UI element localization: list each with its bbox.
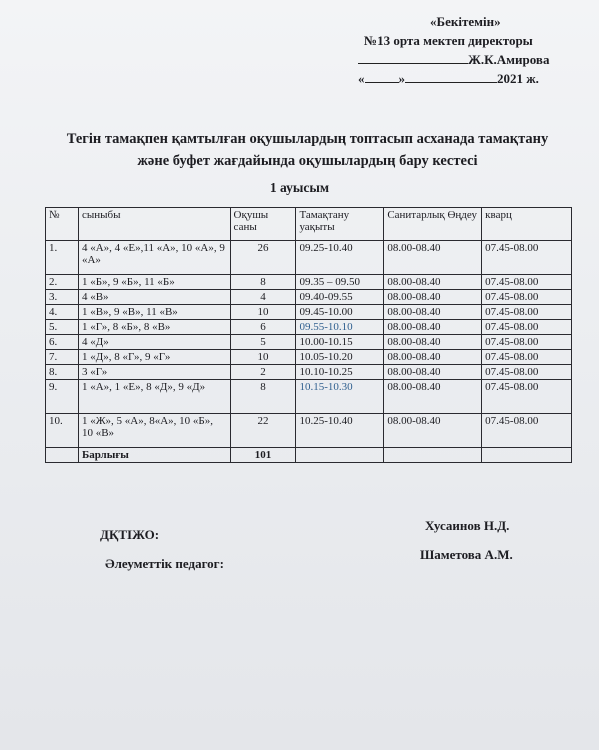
- date-close-quote: »: [398, 71, 405, 86]
- schedule-table: [45, 207, 572, 463]
- row-number: 5.: [46, 320, 79, 335]
- row-sanitation: 08.00-08.40: [384, 414, 482, 448]
- row-count: 22: [230, 414, 296, 448]
- row-quartz: 07.45-08.00: [482, 290, 572, 305]
- signature-name-2: Шаметова А.М.: [420, 547, 513, 562]
- table-row: [46, 275, 572, 290]
- title-line-1: Тегін тамақпен қамтылған оқушылардың топтасып асханада тамақтану: [66, 131, 549, 147]
- row-classes: 4 «Д»: [78, 335, 230, 350]
- row-quartz: 07.45-08.00: [482, 241, 572, 275]
- row-classes: 1 «Г», 8 «Б», 8 «В»: [78, 320, 230, 335]
- total-count: 101: [230, 448, 296, 463]
- row-number: 4.: [46, 305, 79, 320]
- row-quartz: 07.45-08.00: [482, 380, 572, 414]
- row-number: 1.: [46, 241, 79, 275]
- row-sanitation: 08.00-08.40: [384, 275, 482, 290]
- row-meal-time: 10.25-10.40: [296, 414, 384, 448]
- document-title: [30, 128, 585, 172]
- row-count: 10: [230, 350, 296, 365]
- day-blank: [365, 82, 399, 83]
- row-count: 26: [230, 241, 296, 275]
- row-meal-time: 09.25-10.40: [296, 241, 384, 275]
- table-row: [46, 350, 572, 365]
- row-number: 2.: [46, 275, 79, 290]
- row-number: 8.: [46, 365, 79, 380]
- row-count: 10: [230, 305, 296, 320]
- row-sanitation: 08.00-08.40: [384, 320, 482, 335]
- row-classes: 1 «Д», 8 «Г», 9 «Г»: [78, 350, 230, 365]
- table-header-row: [46, 208, 572, 241]
- total-meal-cell: [296, 448, 384, 463]
- title-line-2: және буфет жағдайында оқушылардың бару кестесі: [137, 153, 478, 169]
- approval-line-2: №13 орта мектеп директоры: [364, 33, 533, 48]
- row-classes: 1 «Б», 9 «Б», 11 «Б»: [78, 275, 230, 290]
- row-classes: 1 «В», 9 «В», 11 «В»: [78, 305, 230, 320]
- month-blank: [405, 82, 497, 83]
- row-quartz: 07.45-08.00: [482, 414, 572, 448]
- table-row: [46, 305, 572, 320]
- row-classes: 1 «А», 1 «Е», 8 «Д», 9 «Д»: [78, 380, 230, 414]
- approval-line-1: «Бекітемін»: [430, 14, 501, 29]
- row-classes: 1 «Ж», 5 «А», 8«А», 10 «Б», 10 «В»: [78, 414, 230, 448]
- table-row: [46, 241, 572, 275]
- row-classes: 4 «В»: [78, 290, 230, 305]
- signature-name-1: Хусаинов Н.Д.: [425, 518, 510, 533]
- row-count: 5: [230, 335, 296, 350]
- row-count: 8: [230, 275, 296, 290]
- signature-role-2: Әлеуметтік педагог:: [105, 556, 224, 571]
- table-row: [46, 335, 572, 350]
- row-meal-time: 10.05-10.20: [296, 350, 384, 365]
- date-open-quote: «: [358, 71, 365, 86]
- row-number: 7.: [46, 350, 79, 365]
- col-header-number: №: [46, 208, 79, 241]
- row-quartz: 07.45-08.00: [482, 365, 572, 380]
- table-row: [46, 365, 572, 380]
- signature-blank: [358, 63, 468, 64]
- row-quartz: 07.45-08.00: [482, 335, 572, 350]
- row-sanitation: 08.00-08.40: [384, 380, 482, 414]
- row-quartz: 07.45-08.00: [482, 350, 572, 365]
- col-header-sanitation: Санитарлық Өңдеу: [384, 208, 482, 241]
- row-sanitation: 08.00-08.40: [384, 290, 482, 305]
- total-label: Барлығы: [78, 448, 230, 463]
- approval-year: 2021 ж.: [497, 71, 539, 86]
- row-count: 2: [230, 365, 296, 380]
- table-row: [46, 380, 572, 414]
- row-meal-time: 09.35 – 09.50: [296, 275, 384, 290]
- row-sanitation: 08.00-08.40: [384, 350, 482, 365]
- col-header-class: сыныбы: [78, 208, 230, 241]
- row-count: 8: [230, 380, 296, 414]
- approval-date-line: [358, 69, 578, 88]
- col-header-count: Оқушы саны: [230, 208, 296, 241]
- row-sanitation: 08.00-08.40: [384, 365, 482, 380]
- row-sanitation: 08.00-08.40: [384, 305, 482, 320]
- shift-heading: 1 ауысым: [269, 180, 330, 195]
- row-quartz: 07.45-08.00: [482, 320, 572, 335]
- row-number: 3.: [46, 290, 79, 305]
- row-meal-time: 09.40-09.55: [296, 290, 384, 305]
- table-total-row: [46, 448, 572, 463]
- row-number: 9.: [46, 380, 79, 414]
- row-meal-time: 10.15-10.30: [296, 380, 384, 414]
- row-sanitation: 08.00-08.40: [384, 335, 482, 350]
- total-number-cell: [46, 448, 79, 463]
- director-name: Ж.К.Амирова: [468, 52, 550, 67]
- table-row: [46, 290, 572, 305]
- row-number: 6.: [46, 335, 79, 350]
- col-header-quartz: кварц: [482, 208, 572, 241]
- total-sanitation-cell: [384, 448, 482, 463]
- row-meal-time: 09.45-10.00: [296, 305, 384, 320]
- row-meal-time: 10.10-10.25: [296, 365, 384, 380]
- table-row: [46, 320, 572, 335]
- row-classes: 4 «А», 4 «Е»,11 «А», 10 «А», 9 «А»: [78, 241, 230, 275]
- col-header-meal-time: Тамақтану уақыты: [296, 208, 384, 241]
- row-quartz: 07.45-08.00: [482, 275, 572, 290]
- row-number: 10.: [46, 414, 79, 448]
- row-meal-time: 10.00-10.15: [296, 335, 384, 350]
- table-row: [46, 414, 572, 448]
- row-count: 6: [230, 320, 296, 335]
- approval-signature-line: [358, 50, 578, 69]
- row-count: 4: [230, 290, 296, 305]
- row-quartz: 07.45-08.00: [482, 305, 572, 320]
- signature-role-1: ДҚТІЖО:: [100, 527, 160, 542]
- approval-block: [358, 12, 578, 88]
- row-classes: 3 «Г»: [78, 365, 230, 380]
- row-meal-time: 09.55-10.10: [296, 320, 384, 335]
- total-quartz-cell: [482, 448, 572, 463]
- row-sanitation: 08.00-08.40: [384, 241, 482, 275]
